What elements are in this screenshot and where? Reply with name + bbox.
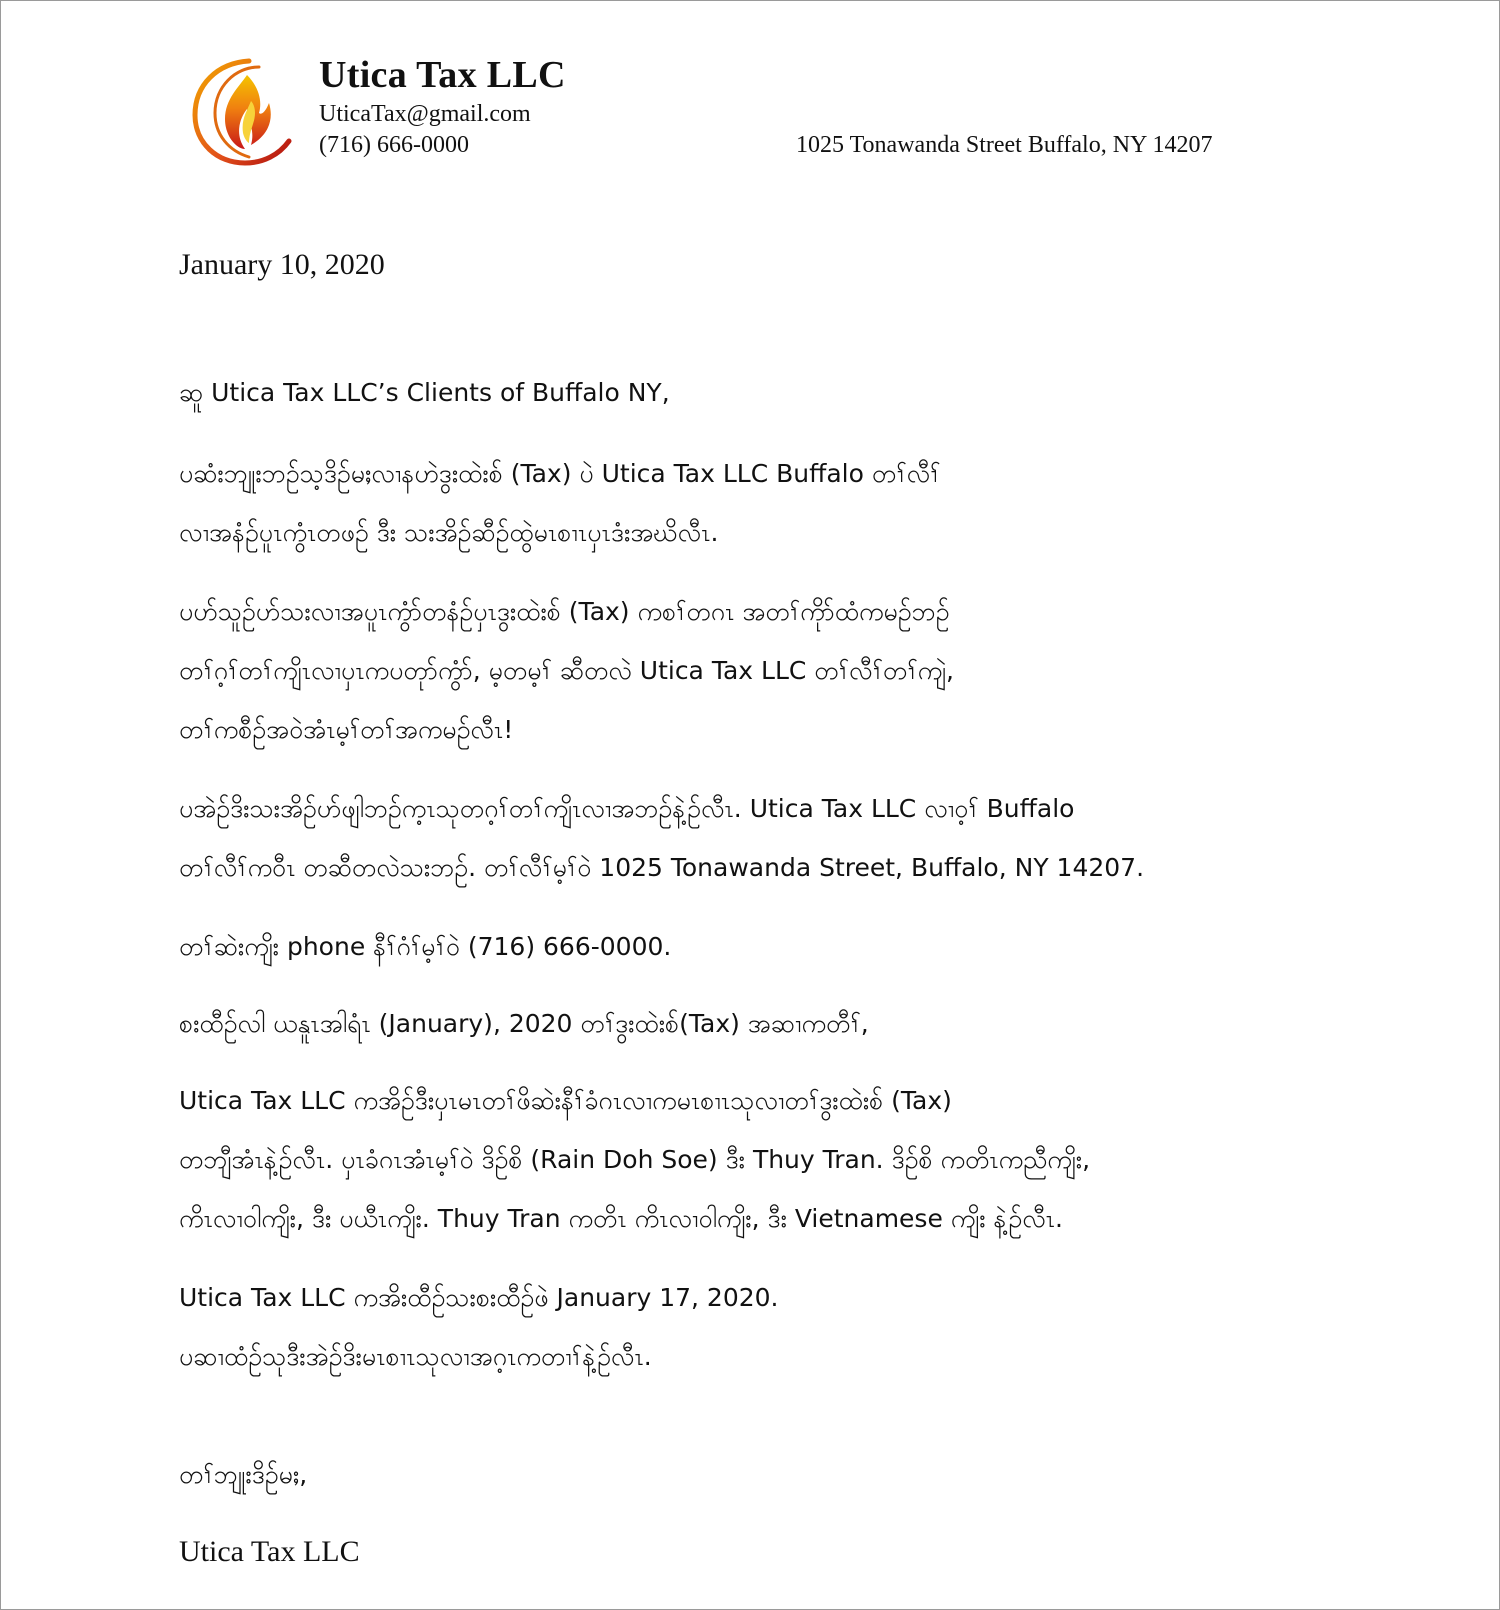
company-address: 1025 Tonawanda Street Buffalo, NY 14207	[796, 132, 1213, 158]
letter-body	[179, 363, 1329, 1406]
paragraph-7	[179, 1268, 1329, 1386]
paragraph-line: တၢ်ကစီဉ်အဝဲအံၤမ့ၢ်တၢ်အကမဉ်လီၤ!	[179, 715, 514, 744]
paragraph-line: တၢ်ဂ့ၢ်တၢ်ကျိၤလၢပှၤကပတုာ်ကွံာ်, မ့တမ့ၢ် ဆီတလဲ Utica Tax LLC တၢ်လီၢ်တၢ်ကျဲ,	[179, 656, 954, 685]
paragraph-1	[179, 444, 1329, 562]
company-name: Utica Tax LLC	[319, 54, 566, 96]
paragraph-line: စးထီဉ်လါ ယနူၤအါရံၤ (January), 2020 တၢ်ဒွးထဲးစ်(Tax) အဆၢကတီၢ်,	[179, 1009, 869, 1038]
paragraph-3	[179, 779, 1329, 897]
paragraph-line: ပဆၢထံဉ်သုဒီးအဲဉ်ဒိးမၤစၢၤသုလၢအဂ့ၤကတၢၢ်နဲ့ဉ်လီၤ.	[179, 1342, 652, 1371]
company-email: UticaTax@gmail.com	[319, 101, 531, 127]
paragraph-line: ပဟ်သူဉ်ဟ်သးလၢအပူၤကွံာ်တနံဉ်ပှၤဒွးထဲးစ် (Tax) ကစၢ်တဂၤ အတၢ်ကိုာ်ထံကမဉ်ဘဉ်	[179, 597, 950, 626]
closing: တၢ်ဘျုးဒိဉ်မႈ,	[179, 1460, 308, 1489]
paragraph-line: Utica Tax LLC ကအိဉ်ဒီးပှၤမၤတၢ်ဖိဆဲးနီၢ်ခံဂၤလၢကမၤစၢၤသုလၢတၢ်ဒွးထဲးစ် (Tax)	[179, 1086, 952, 1115]
letter-date: January 10, 2020	[179, 248, 385, 281]
paragraph-line: ကိၤလၢဝါကျိး, ဒီး ပယီၤကျိး. Thuy Tran ကတိၤ ကိၤလၢဝါကျိး, ဒီး Vietnamese ကျိး နဲ့ဉ်လီၤ.	[179, 1204, 1063, 1233]
paragraph-4	[179, 917, 1329, 976]
paragraph-line: တၢ်လီၢ်ကဝီၤ တဆီတလဲသးဘဉ်. တၢ်လီၢ်မ့ၢ်ဝဲ 1025 Tonawanda Street, Buffalo, NY 14207.	[179, 853, 1145, 882]
paragraph-line: တၢ်ဆဲးကျိး phone နီၢ်ဂံၢ်မ့ၢ်ဝဲ (716) 666-0000.	[179, 932, 672, 961]
signature: Utica Tax LLC	[179, 1535, 360, 1568]
salutation-text: ဆူ Utica Tax LLC’s Clients of Buffalo NY,	[179, 378, 670, 407]
paragraph-5	[179, 994, 1329, 1053]
flame-logo-icon	[189, 53, 295, 169]
paragraph-line: Utica Tax LLC ကအိးထီဉ်သးစးထီဉ်ဖဲ January 17, 2020.	[179, 1283, 779, 1312]
salutation	[179, 363, 1329, 422]
paragraph-line: ပအဲဉ်ဒိးသးအိဉ်ဟ်ဖျါဘဉ်က့ၤသုတဂ့ၢ်တၢ်ကျိၤလၢအဘဉ်နဲ့ဉ်လီၤ. Utica Tax LLC လၢဝ့ၢ် Buffalo	[179, 794, 1075, 823]
paragraph-6	[179, 1071, 1329, 1248]
paragraph-2	[179, 582, 1329, 759]
paragraph-line: တဘျီအံၤနဲ့ဉ်လီၤ. ပှၤခံဂၤအံၤမ့ၢ်ဝဲ ဒိဉ်စိ (Rain Doh Soe) ဒီး Thuy Tran. ဒိဉ်စိ ကတိၤကညီကျိး,	[179, 1145, 1091, 1174]
company-phone: (716) 666-0000	[319, 132, 469, 158]
paragraph-line: ပဆံးဘျုးဘဉ်သ့ဒိဉ်မႈလၢနဟဲဒွးထဲးစ် (Tax) ပဲ Utica Tax LLC Buffalo တၢ်လီၢ်	[179, 459, 941, 488]
paragraph-line: လၢအနံဉ်ပူၤကွံၤတဖဉ် ဒီး သးအိဉ်ဆီဉ်ထွဲမၤစၢၤပှၤဒံးအဃိလီၤ.	[179, 518, 719, 547]
